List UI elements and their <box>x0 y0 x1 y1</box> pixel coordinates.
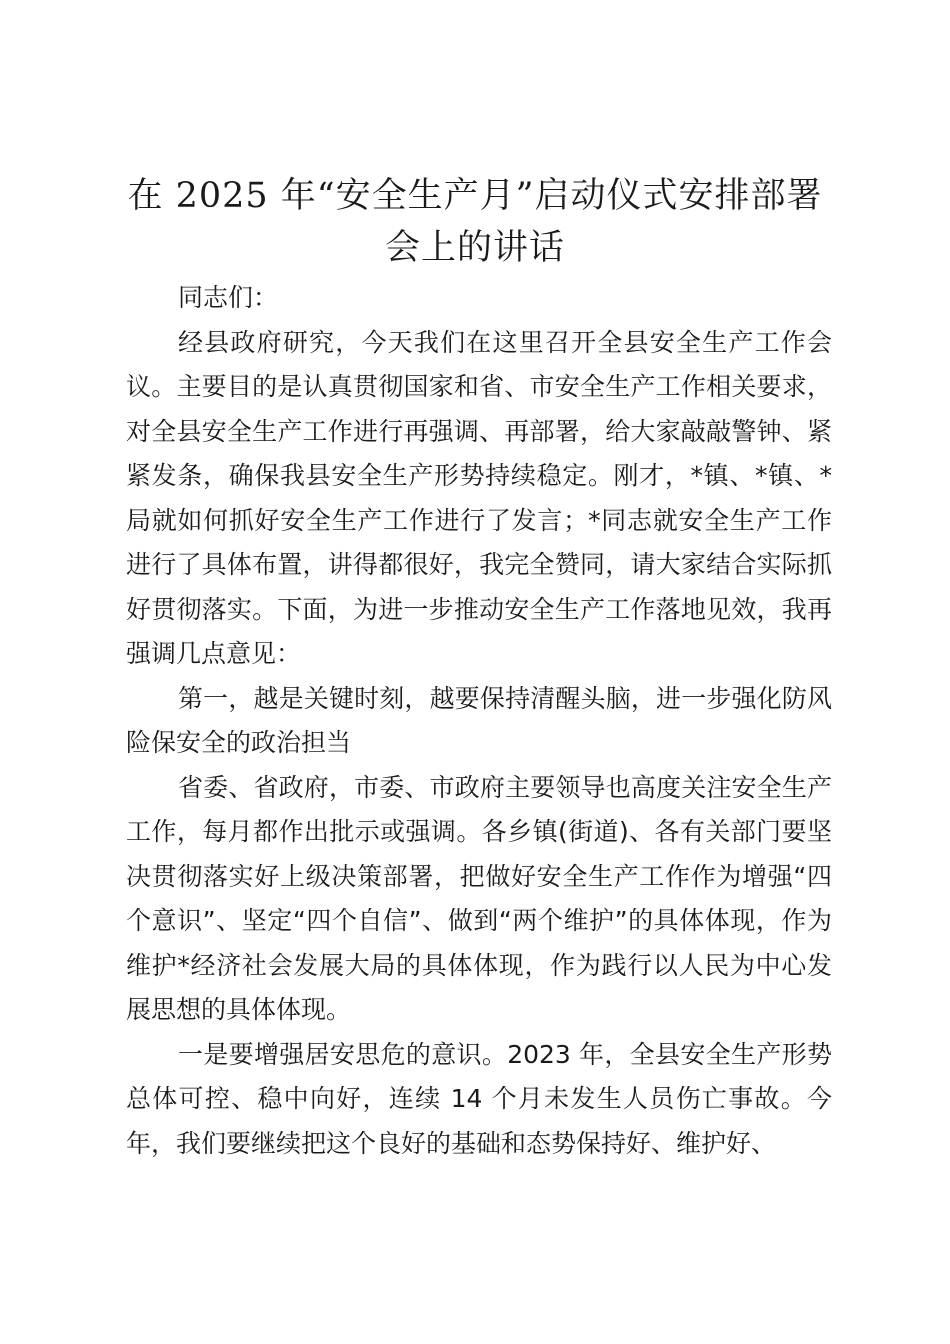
document-body <box>126 276 832 1166</box>
document-title <box>120 170 830 274</box>
paragraph-first-body: 省委、省政府，市委、市政府主要领导也高度关注安全生产工作，每月都作出批示或强调。各乡镇(街道)、各有关部门要坚决贯彻落实好上级决策部署，把做好安全生产工作作为增强“四个意识”、坚定“四个自信”、做到“两个维护”的具体体现，作为维护*经济社会发展大局的具体体现，作为践行以人民为中心发展思想的具体体现。 <box>126 772 832 1024</box>
salutation: 同志们： <box>178 283 279 312</box>
paragraph-intro: 经县政府研究，今天我们在这里召开全县安全生产工作会议。主要目的是认真贯彻国家和省、市安全生产工作相关要求，对全县安全生产工作进行再强调、再部署，给大家敲敲警钟、紧紧发条，确保我县安全生产形势持续稳定。刚才，*镇、*镇、*局就如何抓好安全生产工作进行了发言；*同志就安全生产工作进行了具体布置，讲得都很好，我完全赞同，请大家结合实际抓好贯彻落实。下面，为进一步推动安全生产工作落地见效，我再强调几点意见： <box>126 327 832 668</box>
title-line-2: 会上的讲话 <box>384 228 565 268</box>
paragraph-point-one: 一是要增强居安思危的意识。2023 年，全县安全生产形势总体可控、稳中向好，连续 14 个月未发生人员伤亡事故。今年，我们要继续把这个良好的基础和态势保持好、维护好、 <box>126 1039 832 1158</box>
title-line-1: 在 2025 年“安全生产月”启动仪式安排部署 <box>127 176 823 216</box>
section-heading-first: 第一，越是关键时刻，越要保持清醒头脑，进一步强化防风险保安全的政治担当 <box>126 683 832 757</box>
